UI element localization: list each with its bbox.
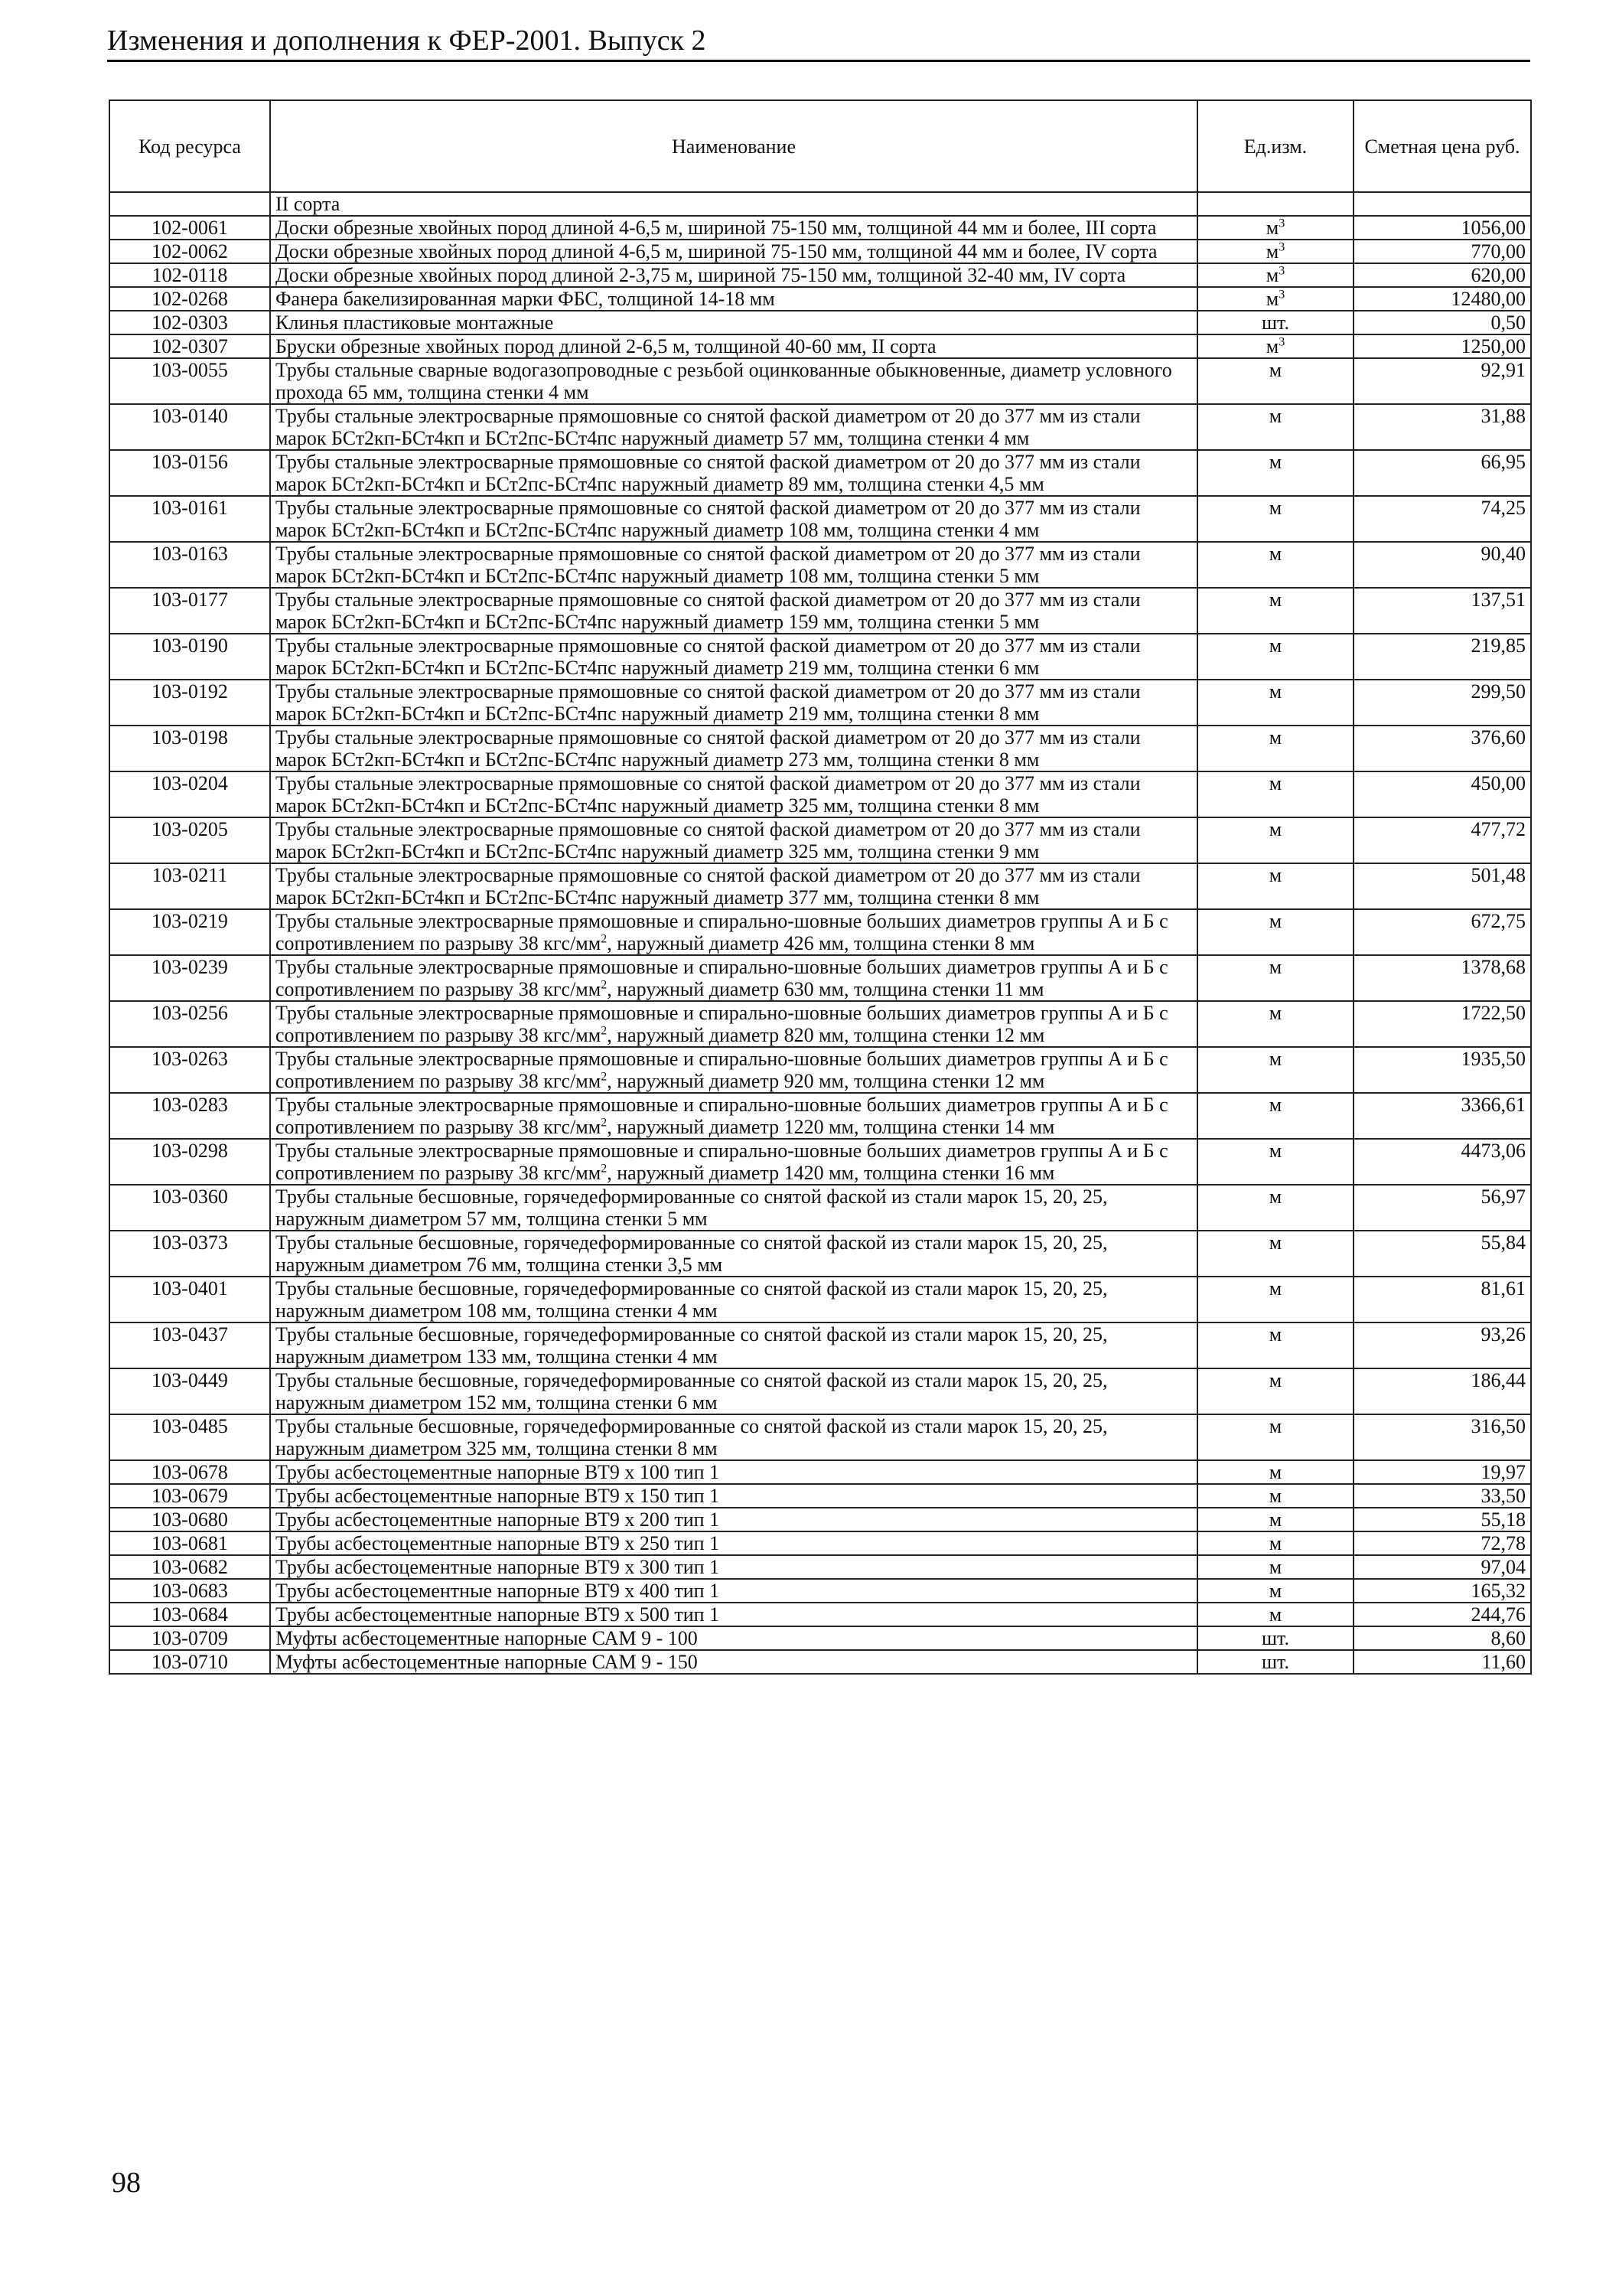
cell-unit: [1197, 1508, 1354, 1531]
cell-resource-code: 103-0682: [109, 1555, 270, 1579]
cell-unit: [1197, 1626, 1354, 1650]
cell-unit: [1197, 1414, 1354, 1460]
table-row: [109, 1555, 1531, 1579]
table-row: [109, 1460, 1531, 1484]
cell-resource-name: Трубы асбестоцементные напорные ВТ9 х 300 тип 1: [270, 1555, 1197, 1579]
cell-price: 56,97: [1354, 1185, 1531, 1231]
table-row: [109, 955, 1531, 1001]
cell-resource-name: II сорта: [270, 192, 1197, 216]
cell-unit: [1197, 496, 1354, 542]
unit-text: м: [1269, 359, 1282, 381]
table-row: [109, 726, 1531, 771]
cell-resource-code: 103-0239: [109, 955, 270, 1001]
cell-resource-name: Доски обрезные хвойных пород длиной 2-3,75 м, шириной 75-150 мм, толщиной 32-40 мм, IV сорта: [270, 263, 1197, 287]
cell-unit: [1197, 1579, 1354, 1603]
unit-text: м: [1269, 451, 1282, 473]
cell-resource-name: [270, 1001, 1197, 1047]
cell-unit: [1197, 771, 1354, 817]
cell-resource-code: 103-0140: [109, 404, 270, 450]
cell-unit: [1197, 817, 1354, 863]
cell-price: 92,91: [1354, 358, 1531, 404]
cell-resource-name: Трубы стальные электросварные прямошовные со снятой фаской диаметром от 20 до 377 мм из стали марок БСт2кп-БСт4кп и БСт2пс-БСт4пс наружный диаметр 219 мм, толщина стенки 8 мм: [270, 680, 1197, 726]
cell-resource-name: Трубы стальные бесшовные, горячедеформированные со снятой фаской из стали марок 15, 20, 25, наружным диаметром 133 мм, толщина стенки 4 мм: [270, 1322, 1197, 1368]
cell-price: 501,48: [1354, 863, 1531, 909]
cell-resource-code: 103-0177: [109, 588, 270, 634]
cell-unit: [1197, 1603, 1354, 1626]
cell-unit: [1197, 909, 1354, 955]
unit-superscript: 3: [1279, 217, 1285, 230]
cell-unit: [1197, 1001, 1354, 1047]
unit-text: м: [1269, 864, 1282, 886]
table-row: [109, 1322, 1531, 1368]
unit-text: м: [1269, 1415, 1282, 1437]
name-text: , наружный диаметр 920 мм, толщина стенки 12 мм: [607, 1070, 1045, 1092]
cell-unit: [1197, 1185, 1354, 1231]
table-row: [109, 542, 1531, 588]
cell-unit: [1197, 240, 1354, 263]
cell-price: 672,75: [1354, 909, 1531, 955]
cell-unit: [1197, 1460, 1354, 1484]
unit-text: м: [1269, 1532, 1282, 1554]
table-row: [109, 1508, 1531, 1531]
cell-price: 55,18: [1354, 1508, 1531, 1531]
cell-resource-name: Трубы стальные электросварные прямошовные со снятой фаской диаметром от 20 до 377 мм из стали марок БСт2кп-БСт4кп и БСт2пс-БСт4пс наружный диаметр 57 мм, толщина стенки 4 мм: [270, 404, 1197, 450]
cell-resource-code: 103-0437: [109, 1322, 270, 1368]
name-text: Трубы стальные электросварные прямошовные и спирально-шовные больших диаметров группы А и Б с сопротивлением по разрыву 38 кгс/мм: [275, 956, 1168, 1000]
name-superscript: 2: [601, 1070, 608, 1084]
cell-resource-code: 103-0678: [109, 1460, 270, 1484]
cell-resource-name: [270, 1047, 1197, 1093]
cell-resource-code: 103-0401: [109, 1277, 270, 1322]
cell-resource-code: 102-0303: [109, 311, 270, 334]
cell-resource-name: [270, 1139, 1197, 1185]
column-header-name: Наименование: [270, 100, 1197, 192]
cell-resource-code: 103-0683: [109, 1579, 270, 1603]
unit-text: шт.: [1262, 311, 1289, 334]
cell-price: 620,00: [1354, 263, 1531, 287]
cell-resource-name: Трубы асбестоцементные напорные ВТ9 х 500 тип 1: [270, 1603, 1197, 1626]
cell-price: 137,51: [1354, 588, 1531, 634]
cell-price: 0,50: [1354, 311, 1531, 334]
cell-unit: [1197, 1139, 1354, 1185]
name-text: Трубы стальные электросварные прямошовные и спирально-шовные больших диаметров группы А и Б с сопротивлением по разрыву 38 кгс/мм: [275, 1140, 1168, 1184]
unit-text: м: [1269, 680, 1282, 703]
cell-resource-code: 102-0118: [109, 263, 270, 287]
table-row: [109, 192, 1531, 216]
cell-price: 770,00: [1354, 240, 1531, 263]
table-row: [109, 909, 1531, 955]
cell-unit: [1197, 263, 1354, 287]
name-text: Трубы стальные электросварные прямошовные и спирально-шовные больших диаметров группы А и Б с сопротивлением по разрыву 38 кгс/мм: [275, 1048, 1168, 1092]
cell-unit: [1197, 1322, 1354, 1368]
unit-text: м: [1269, 1277, 1282, 1300]
unit-text: м: [1269, 1369, 1282, 1391]
table-row: [109, 817, 1531, 863]
price-table: [109, 99, 1532, 1675]
cell-price: 186,44: [1354, 1368, 1531, 1414]
table-row: [109, 771, 1531, 817]
cell-price: 12480,00: [1354, 287, 1531, 311]
table-row: [109, 311, 1531, 334]
cell-resource-code: 103-0283: [109, 1093, 270, 1139]
unit-text: м: [1266, 335, 1279, 357]
cell-resource-name: [270, 909, 1197, 955]
cell-resource-code: 103-0449: [109, 1368, 270, 1414]
table-row: [109, 240, 1531, 263]
cell-resource-name: Трубы стальные бесшовные, горячедеформированные со снятой фаской из стали марок 15, 20, 25, наружным диаметром 152 мм, толщина стенки 6 мм: [270, 1368, 1197, 1414]
cell-resource-name: Трубы стальные электросварные прямошовные со снятой фаской диаметром от 20 до 377 мм из стали марок БСт2кп-БСт4кп и БСт2пс-БСт4пс наружный диаметр 108 мм, толщина стенки 5 мм: [270, 542, 1197, 588]
cell-resource-name: [270, 1093, 1197, 1139]
cell-resource-name: Трубы стальные электросварные прямошовные со снятой фаской диаметром от 20 до 377 мм из стали марок БСт2кп-БСт4кп и БСт2пс-БСт4пс наружный диаметр 89 мм, толщина стенки 4,5 мм: [270, 450, 1197, 496]
table-row: [109, 358, 1531, 404]
unit-text: м: [1269, 1580, 1282, 1602]
name-superscript: 2: [601, 932, 608, 946]
cell-price: 4473,06: [1354, 1139, 1531, 1185]
table-row: [109, 404, 1531, 450]
cell-resource-name: Трубы стальные электросварные прямошовные со снятой фаской диаметром от 20 до 377 мм из стали марок БСт2кп-БСт4кп и БСт2пс-БСт4пс наружный диаметр 273 мм, толщина стенки 8 мм: [270, 726, 1197, 771]
unit-text: м: [1269, 543, 1282, 565]
table-row: [109, 1139, 1531, 1185]
cell-unit: [1197, 1047, 1354, 1093]
cell-price: 450,00: [1354, 771, 1531, 817]
cell-price: 299,50: [1354, 680, 1531, 726]
cell-resource-name: Трубы асбестоцементные напорные ВТ9 х 400 тип 1: [270, 1579, 1197, 1603]
cell-resource-name: Трубы стальные электросварные прямошовные со снятой фаской диаметром от 20 до 377 мм из стали марок БСт2кп-БСт4кп и БСт2пс-БСт4пс наружный диаметр 325 мм, толщина стенки 9 мм: [270, 817, 1197, 863]
name-text: Трубы стальные электросварные прямошовные и спирально-шовные больших диаметров группы А и Б с сопротивлением по разрыву 38 кгс/мм: [275, 1094, 1168, 1138]
table-row: [109, 496, 1531, 542]
column-header-code: Код ресурса: [109, 100, 270, 192]
name-text: Трубы стальные электросварные прямошовные и спирально-шовные больших диаметров группы А и Б с сопротивлением по разрыву 38 кгс/мм: [275, 910, 1168, 954]
cell-price: 219,85: [1354, 634, 1531, 680]
cell-resource-name: Трубы стальные электросварные прямошовные со снятой фаской диаметром от 20 до 377 мм из стали марок БСт2кп-БСт4кп и БСт2пс-БСт4пс наружный диаметр 377 мм, толщина стенки 8 мм: [270, 863, 1197, 909]
unit-superscript: 3: [1279, 264, 1285, 278]
unit-text: м: [1269, 1485, 1282, 1507]
cell-price: 165,32: [1354, 1579, 1531, 1603]
cell-resource-name: Бруски обрезные хвойных пород длиной 2-6,5 м, толщиной 40-60 мм, II сорта: [270, 334, 1197, 358]
column-header-price: Сметная цена руб.: [1354, 100, 1531, 192]
cell-resource-code: 103-0373: [109, 1231, 270, 1277]
cell-price: 55,84: [1354, 1231, 1531, 1277]
cell-unit: [1197, 311, 1354, 334]
table-row: [109, 1277, 1531, 1322]
unit-text: м: [1269, 1508, 1282, 1531]
cell-resource-name: Трубы стальные бесшовные, горячедеформированные со снятой фаской из стали марок 15, 20, 25, наружным диаметром 57 мм, толщина стенки 5 мм: [270, 1185, 1197, 1231]
name-superscript: 2: [601, 1162, 608, 1176]
cell-unit: [1197, 404, 1354, 450]
table-row: [109, 1185, 1531, 1231]
table-header-row: [109, 100, 1531, 192]
cell-resource-name: Трубы стальные бесшовные, горячедеформированные со снятой фаской из стали марок 15, 20, 25, наружным диаметром 108 мм, толщина стенки 4 мм: [270, 1277, 1197, 1322]
cell-price: 90,40: [1354, 542, 1531, 588]
table-row: [109, 1603, 1531, 1626]
cell-price: 477,72: [1354, 817, 1531, 863]
cell-resource-code: 103-0681: [109, 1531, 270, 1555]
cell-resource-code: 103-0163: [109, 542, 270, 588]
table-row: [109, 1626, 1531, 1650]
cell-resource-code: 102-0062: [109, 240, 270, 263]
cell-resource-code: 103-0190: [109, 634, 270, 680]
cell-resource-code: 103-0205: [109, 817, 270, 863]
cell-unit: [1197, 1231, 1354, 1277]
name-text: , наружный диаметр 1220 мм, толщина стенки 14 мм: [607, 1116, 1055, 1138]
cell-resource-code: [109, 192, 270, 216]
unit-text: м: [1269, 1094, 1282, 1116]
table-row: [109, 680, 1531, 726]
cell-resource-name: Трубы асбестоцементные напорные ВТ9 х 250 тип 1: [270, 1531, 1197, 1555]
cell-unit: [1197, 680, 1354, 726]
cell-price: 244,76: [1354, 1603, 1531, 1626]
unit-text: м: [1269, 1002, 1282, 1024]
cell-resource-name: Доски обрезные хвойных пород длиной 4-6,5 м, шириной 75-150 мм, толщиной 44 мм и более, IV сорта: [270, 240, 1197, 263]
cell-unit: [1197, 334, 1354, 358]
table-row: [109, 1093, 1531, 1139]
unit-text: м: [1269, 1461, 1282, 1483]
cell-resource-code: 102-0307: [109, 334, 270, 358]
cell-unit: [1197, 192, 1354, 216]
unit-text: м: [1269, 772, 1282, 794]
cell-price: 1250,00: [1354, 334, 1531, 358]
cell-unit: [1197, 287, 1354, 311]
cell-resource-code: 103-0710: [109, 1650, 270, 1674]
unit-text: м: [1266, 288, 1279, 310]
cell-resource-name: Трубы стальные электросварные прямошовные со снятой фаской диаметром от 20 до 377 мм из стали марок БСт2кп-БСт4кп и БСт2пс-БСт4пс наружный диаметр 325 мм, толщина стенки 8 мм: [270, 771, 1197, 817]
unit-text: м: [1266, 264, 1279, 286]
cell-resource-code: 103-0156: [109, 450, 270, 496]
cell-resource-name: Трубы стальные бесшовные, горячедеформированные со снятой фаской из стали марок 15, 20, 25, наружным диаметром 76 мм, толщина стенки 3,5 мм: [270, 1231, 1197, 1277]
table-row: [109, 634, 1531, 680]
cell-resource-code: 103-0298: [109, 1139, 270, 1185]
cell-unit: [1197, 1484, 1354, 1508]
unit-superscript: 3: [1279, 288, 1285, 302]
cell-unit: [1197, 1368, 1354, 1414]
cell-price: 66,95: [1354, 450, 1531, 496]
name-superscript: 2: [601, 978, 608, 992]
cell-resource-name: Трубы стальные сварные водогазопроводные с резьбой оцинкованные обыкновенные, диаметр условного прохода 65 мм, толщина стенки 4 мм: [270, 358, 1197, 404]
unit-text: м: [1269, 1231, 1282, 1254]
cell-resource-code: 103-0680: [109, 1508, 270, 1531]
table-row: [109, 450, 1531, 496]
cell-resource-name: Трубы асбестоцементные напорные ВТ9 х 150 тип 1: [270, 1484, 1197, 1508]
cell-price: 11,60: [1354, 1650, 1531, 1674]
unit-text: м: [1269, 497, 1282, 519]
unit-text: м: [1269, 1603, 1282, 1626]
cell-unit: [1197, 1650, 1354, 1674]
cell-unit: [1197, 726, 1354, 771]
table-row: [109, 334, 1531, 358]
cell-price: 74,25: [1354, 496, 1531, 542]
cell-unit: [1197, 216, 1354, 240]
unit-text: м: [1266, 240, 1279, 263]
cell-resource-code: 102-0061: [109, 216, 270, 240]
cell-resource-name: Трубы асбестоцементные напорные ВТ9 х 200 тип 1: [270, 1508, 1197, 1531]
cell-price: 19,97: [1354, 1460, 1531, 1484]
cell-unit: [1197, 863, 1354, 909]
table-row: [109, 263, 1531, 287]
unit-text: м: [1269, 589, 1282, 611]
unit-superscript: 3: [1279, 335, 1285, 349]
cell-resource-code: 103-0161: [109, 496, 270, 542]
cell-unit: [1197, 1531, 1354, 1555]
unit-text: м: [1269, 1556, 1282, 1578]
cell-price: 8,60: [1354, 1626, 1531, 1650]
table-row: [109, 1231, 1531, 1277]
table-row: [109, 863, 1531, 909]
cell-resource-name: Муфты асбестоцементные напорные САМ 9 - 100: [270, 1626, 1197, 1650]
cell-price: [1354, 192, 1531, 216]
cell-price: 72,78: [1354, 1531, 1531, 1555]
table-row: [109, 1579, 1531, 1603]
cell-price: 3366,61: [1354, 1093, 1531, 1139]
unit-text: шт.: [1262, 1627, 1289, 1649]
cell-resource-code: 103-0263: [109, 1047, 270, 1093]
cell-resource-name: Клинья пластиковые монтажные: [270, 311, 1197, 334]
cell-resource-code: 103-0055: [109, 358, 270, 404]
cell-price: 1378,68: [1354, 955, 1531, 1001]
cell-price: 1935,50: [1354, 1047, 1531, 1093]
cell-price: 316,50: [1354, 1414, 1531, 1460]
table-row: [109, 1484, 1531, 1508]
column-header-unit: Ед.изм.: [1197, 100, 1354, 192]
cell-resource-code: 103-0198: [109, 726, 270, 771]
cell-resource-code: 103-0709: [109, 1626, 270, 1650]
cell-resource-name: Трубы стальные электросварные прямошовные со снятой фаской диаметром от 20 до 377 мм из стали марок БСт2кп-БСт4кп и БСт2пс-БСт4пс наружный диаметр 159 мм, толщина стенки 5 мм: [270, 588, 1197, 634]
cell-price: 1056,00: [1354, 216, 1531, 240]
page-number: 98: [112, 2167, 141, 2199]
table-row: [109, 1414, 1531, 1460]
cell-resource-code: 102-0268: [109, 287, 270, 311]
unit-text: м: [1269, 1140, 1282, 1162]
cell-resource-name: Фанера бакелизированная марки ФБС, толщиной 14-18 мм: [270, 287, 1197, 311]
cell-resource-name: Трубы стальные бесшовные, горячедеформированные со снятой фаской из стали марок 15, 20, 25, наружным диаметром 325 мм, толщина стенки 8 мм: [270, 1414, 1197, 1460]
unit-text: м: [1269, 405, 1282, 427]
unit-text: м: [1269, 1048, 1282, 1070]
cell-price: 31,88: [1354, 404, 1531, 450]
cell-resource-code: 103-0485: [109, 1414, 270, 1460]
cell-resource-name: Трубы стальные электросварные прямошовные со снятой фаской диаметром от 20 до 377 мм из стали марок БСт2кп-БСт4кп и БСт2пс-БСт4пс наружный диаметр 219 мм, толщина стенки 6 мм: [270, 634, 1197, 680]
cell-unit: [1197, 450, 1354, 496]
page-header: Изменения и дополнения к ФЕР-2001. Выпуск 2: [107, 26, 1530, 62]
unit-text: м: [1269, 1186, 1282, 1208]
cell-price: 1722,50: [1354, 1001, 1531, 1047]
cell-resource-code: 103-0192: [109, 680, 270, 726]
name-text: Трубы стальные электросварные прямошовные и спирально-шовные больших диаметров группы А и Б с сопротивлением по разрыву 38 кгс/мм: [275, 1002, 1168, 1046]
cell-unit: [1197, 955, 1354, 1001]
name-superscript: 2: [601, 1024, 608, 1038]
cell-price: 97,04: [1354, 1555, 1531, 1579]
name-text: , наружный диаметр 820 мм, толщина стенки 12 мм: [607, 1024, 1045, 1046]
cell-unit: [1197, 358, 1354, 404]
cell-resource-code: 103-0360: [109, 1185, 270, 1231]
name-text: , наружный диаметр 426 мм, толщина стенки 8 мм: [607, 932, 1035, 954]
unit-text: м: [1269, 818, 1282, 840]
name-text: , наружный диаметр 1420 мм, толщина стенки 16 мм: [607, 1162, 1055, 1184]
table-row: [109, 1047, 1531, 1093]
cell-resource-code: 103-0256: [109, 1001, 270, 1047]
unit-text: м: [1269, 956, 1282, 978]
unit-text: м: [1266, 217, 1279, 239]
cell-price: 376,60: [1354, 726, 1531, 771]
unit-text: м: [1269, 1323, 1282, 1345]
cell-resource-code: 103-0679: [109, 1484, 270, 1508]
cell-resource-code: 103-0204: [109, 771, 270, 817]
cell-resource-name: [270, 955, 1197, 1001]
unit-text: м: [1269, 726, 1282, 748]
unit-text: шт.: [1262, 1651, 1289, 1673]
cell-unit: [1197, 588, 1354, 634]
table-row: [109, 287, 1531, 311]
table-row: [109, 1650, 1531, 1674]
cell-price: 93,26: [1354, 1322, 1531, 1368]
cell-price: 33,50: [1354, 1484, 1531, 1508]
cell-resource-code: 103-0684: [109, 1603, 270, 1626]
cell-resource-name: Трубы стальные электросварные прямошовные со снятой фаской диаметром от 20 до 377 мм из стали марок БСт2кп-БСт4кп и БСт2пс-БСт4пс наружный диаметр 108 мм, толщина стенки 4 мм: [270, 496, 1197, 542]
cell-resource-name: Муфты асбестоцементные напорные САМ 9 - 150: [270, 1650, 1197, 1674]
unit-text: м: [1269, 634, 1282, 657]
cell-unit: [1197, 1277, 1354, 1322]
cell-unit: [1197, 542, 1354, 588]
cell-resource-name: Трубы асбестоцементные напорные ВТ9 х 100 тип 1: [270, 1460, 1197, 1484]
table-row: [109, 588, 1531, 634]
name-superscript: 2: [601, 1116, 608, 1130]
table-row: [109, 216, 1531, 240]
cell-resource-code: 103-0219: [109, 909, 270, 955]
cell-unit: [1197, 1555, 1354, 1579]
table-body: [109, 192, 1531, 1674]
cell-resource-name: Доски обрезные хвойных пород длиной 4-6,5 м, шириной 75-150 мм, толщиной 44 мм и более, III сорта: [270, 216, 1197, 240]
cell-unit: [1197, 634, 1354, 680]
table-row: [109, 1368, 1531, 1414]
table-row: [109, 1001, 1531, 1047]
cell-unit: [1197, 1093, 1354, 1139]
cell-resource-code: 103-0211: [109, 863, 270, 909]
unit-text: м: [1269, 910, 1282, 932]
cell-price: 81,61: [1354, 1277, 1531, 1322]
price-table-container: [109, 99, 1532, 1675]
table-row: [109, 1531, 1531, 1555]
unit-superscript: 3: [1279, 240, 1285, 254]
name-text: , наружный диаметр 630 мм, толщина стенки 11 мм: [607, 978, 1044, 1000]
